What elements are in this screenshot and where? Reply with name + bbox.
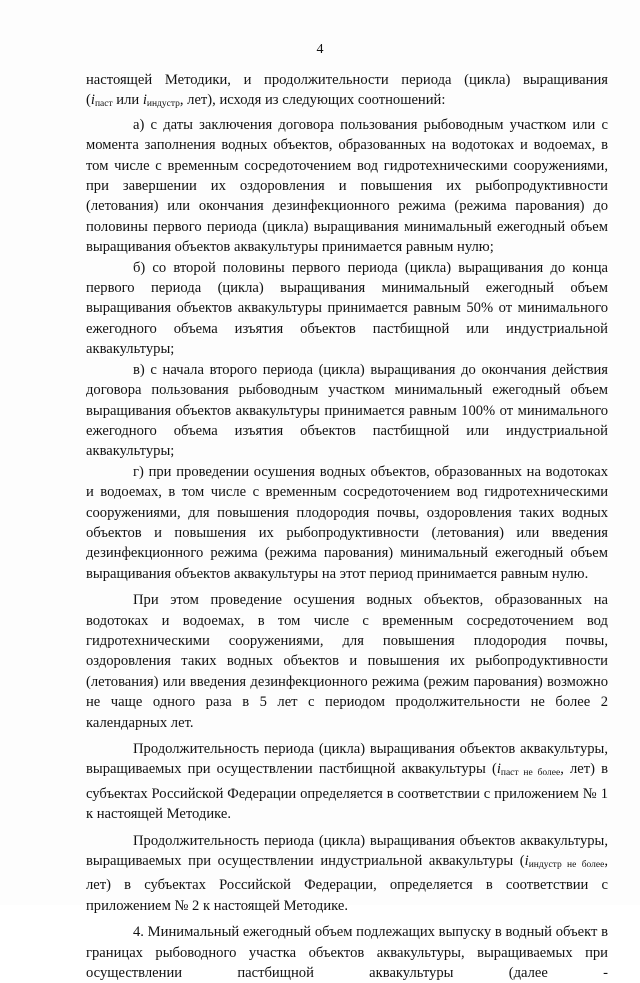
page-number: 4 bbox=[316, 42, 324, 57]
paragraph-intro-cont bbox=[86, 90, 608, 114]
pasture-text: Продолжительность периода (цикла) выращивания объектов аквакультуры, выращиваемых при осуществлении пастбищной аквакультуры bbox=[86, 741, 608, 778]
symbol-i-past: i bbox=[90, 92, 95, 109]
symbol-i-past-max-subscript: паст не более bbox=[500, 768, 561, 779]
document-body bbox=[86, 70, 608, 983]
paragraph-industrial-duration bbox=[86, 831, 608, 917]
industrial-tail: , лет) в субъектах Российской Федерации, определяется в соответствии с приложением № 2 к настоящей Методике. bbox=[86, 853, 608, 914]
intro-text: настоящей Методики, и продолжительности периода (цикла) выращивания bbox=[86, 72, 608, 88]
symbol-i-past-max: i bbox=[496, 761, 501, 778]
paragraph-b: б) со второй половины первого периода (цикла) выращивания до конца первого периода (цикла) выращивания минимальный ежегодный объем выращивания объектов аквакультуры принимается равным 50% от минимального ежегодного объема изъятия объектов пастбищной или индустриальной аквакультуры; bbox=[86, 259, 608, 358]
paragraph-pasture-duration bbox=[86, 739, 608, 825]
intro-or: или bbox=[112, 92, 143, 109]
symbol-i-past-subscript: паст bbox=[94, 99, 113, 110]
symbol-i-industr-max: i bbox=[524, 853, 529, 870]
paragraph-drainage: При этом проведение осушения водных объектов, образованных на водотоках и водоемах, в том числе с временным сосредоточением вод гидротехническими сооружениями, для повышения плодородия почвы, оздоровления таких водных объектов и повышения их рыбопродуктивности (летования) или введения дезинфекционного режима (режим парования) возможно не чаще одного раза в 5 лет с периодом продолжительности не более 2 календарных лет. bbox=[86, 592, 608, 731]
symbol-i-industr-max-subscript: индустр не более bbox=[528, 860, 605, 871]
paragraph-v: в) с начала второго периода (цикла) выращивания до окончания действия договора пользования рыбоводным участком минимальный ежегодный объем выращивания объектов аквакультуры принимается равным 100% от минимального ежегодного объема изъятия объектов пастбищной или индустриальной аквакультуры; bbox=[86, 361, 608, 460]
symbol-i-industr: i bbox=[142, 92, 147, 109]
pasture-open: ( bbox=[491, 761, 497, 778]
symbol-i-industr-subscript: индустр bbox=[146, 99, 180, 110]
intro-open: ( bbox=[86, 92, 91, 109]
paragraph-g: г) при проведении осушения водных объектов, образованных на водотоках и водоемах, в том числе с временным сосредоточением вод гидротехническими сооружениями, для повышения плодородия почвы, оздоровления таких водных объектов и повышения их рыбопродуктивности (летования) или введения дезинфекционного режима (режима парования) минимальный ежегодный объем выращивания объектов аквакультуры на этот период принимается равным нулю. bbox=[86, 463, 608, 582]
paragraph-4: 4. Минимальный ежегодный объем подлежащих выпуску в водный объект в границах рыбоводного участка объектов аквакультуры, выращиваемых при осуществлении пастбищной аквакультуры (далее - bbox=[86, 924, 608, 982]
intro-tail: , лет), исходя из следующих соотношений: bbox=[179, 92, 446, 109]
paragraph-a: а) с даты заключения договора пользования рыбоводным участком или с момента заполнения водных объектов, образованных на водотоках и водоемах, в том числе с временным сосредоточением вод гидротехническими сооружениями, при завершении их оздоровления и повышения их рыбопродуктивности (летования) или окончания дезинфекционного режима (режима парования) до половины первого периода (цикла) выращивания минимальный ежегодный объем выращивания объектов аквакультуры принимается равным нулю; bbox=[86, 116, 608, 256]
paragraph-intro bbox=[86, 70, 608, 90]
industrial-open: ( bbox=[513, 853, 525, 870]
pasture-tail: , лет) в субъектах Российской Федерации определяется в соответствии с приложением № 1 к настоящей Методике. bbox=[86, 761, 608, 823]
industrial-text: Продолжительность периода (цикла) выращивания объектов аквакультуры, выращиваемых при осуществлении индустриальной аквакультуры bbox=[86, 832, 608, 870]
